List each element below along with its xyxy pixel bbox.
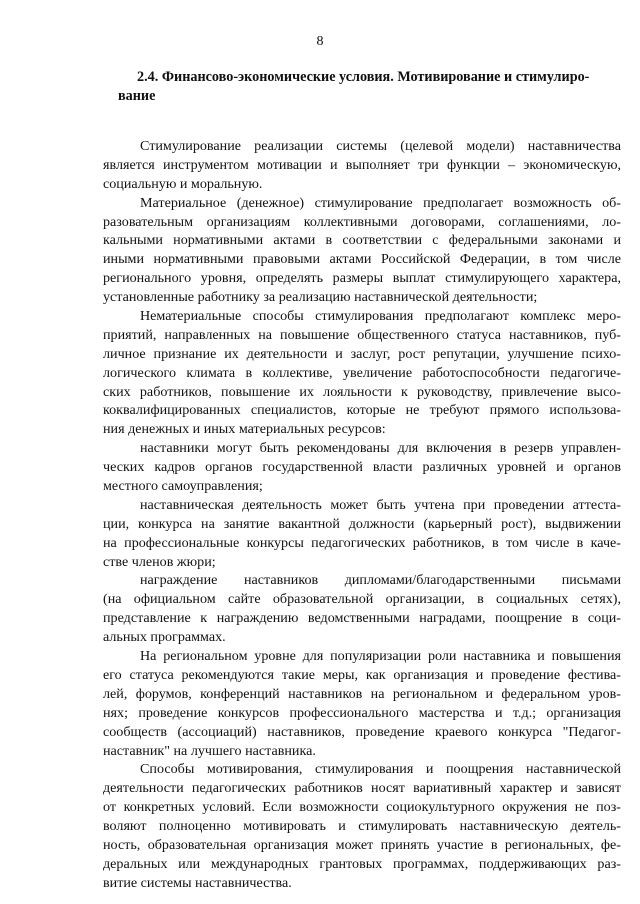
- text-line: логического климата в коллективе, увеличение работоспособности педагогиче-: [103, 364, 621, 381]
- text-line: Стимулирование реализации системы (целевой модели) наставничества: [140, 138, 621, 154]
- paragraph-stimulation-intro: [103, 137, 621, 194]
- text-line: деятельности педагогических работников носят вариативный характер и зависят: [103, 780, 621, 797]
- text-line: наставническая деятельность может быть учтена при проведении аттеста-: [140, 496, 621, 513]
- text-line: представление к награждению ведомственными наградами, поощрение в соци-: [103, 610, 621, 627]
- text-line: Способы мотивирования, стимулирования и поощрения наставнической: [140, 761, 621, 778]
- text-line: воляют полноценно мотивировать и стимулировать наставническую деятель-: [103, 818, 621, 835]
- text-line: награждение наставников дипломами/благодарственными письмами: [140, 572, 621, 589]
- document-body: [103, 137, 621, 893]
- text-line: на профессиональные конкурсы педагогических работников, в том числе в каче-: [103, 534, 621, 551]
- paragraph-regional-level: [103, 647, 621, 760]
- text-line: установленные работнику за реализацию наставнической деятельности;: [103, 289, 538, 306]
- text-line: ских работников, повышение их лояльности к руководству, привлечение высо-: [103, 383, 621, 400]
- text-line: от конкретных условий. Если возможности социокультурного окружения не поз-: [103, 799, 621, 816]
- text-line: альных программах.: [103, 629, 226, 646]
- text-line: Нематериальные способы стимулирования предполагают комплекс меро-: [140, 308, 621, 325]
- text-line: сообществ (ассоциаций) наставников, проведение краевого конкурса "Педагог-: [103, 723, 621, 740]
- text-line: наставник" на лучшего наставника.: [103, 742, 316, 759]
- text-line: личное признание их деятельности и заслуг, рост репутации, улучшение психо-: [103, 345, 621, 362]
- text-line: приятий, направленных на повышение общественного статуса наставников, пуб-: [103, 326, 621, 343]
- paragraph-awards: [103, 571, 621, 647]
- text-line: ции, конкурса на занятие вакантной должности (карьерный рост), выдвижении: [103, 515, 621, 532]
- paragraph-material-stimulation: [103, 194, 621, 307]
- text-line: наставники могут быть рекомендованы для включения в резерв управлен-: [140, 440, 621, 457]
- text-line: коквалифицированных специалистов, которые не требуют прямого использова-: [103, 402, 621, 419]
- paragraph-motivation-methods: [103, 760, 621, 892]
- text-line: ния денежных и иных материальных ресурсов:: [103, 421, 386, 438]
- text-line: разовательным организациям коллективными договорами, соглашениями, ло-: [103, 213, 621, 230]
- text-line: (на официальном сайте образовательной организации, в социальных сетях),: [103, 591, 621, 608]
- text-line: Материальное (денежное) стимулирование предполагает возможность об-: [140, 194, 621, 211]
- text-line: деральных или международных грантовых программах, поддерживающих раз-: [103, 855, 621, 872]
- text-line: является инструментом мотивации и выполняет три функции – экономическую,: [103, 156, 621, 173]
- heading-line: вание: [118, 88, 156, 104]
- text-line: ность, образовательная организация может принять участие в региональных, фе-: [103, 836, 621, 853]
- paragraph-management-reserve: [103, 439, 621, 496]
- text-line: местного самоуправления;: [103, 478, 263, 495]
- text-line: На региональном уровне для популяризации роли наставника и повышения: [140, 648, 621, 665]
- text-line: стве членов жюри;: [103, 553, 216, 570]
- heading-line: 2.4. Финансово-экономические условия. Мотивирование и стимулиро-: [137, 69, 590, 85]
- text-line: кальными нормативными актами в соответствии с федеральными законами и: [103, 232, 621, 249]
- text-line: нях; проведение конкурсов профессионального мастерства и т.д.; организация: [103, 704, 621, 721]
- text-line: регионального уровня, определять размеры выплат стимулирующего характера,: [103, 270, 621, 287]
- page-number: 8: [316, 34, 324, 49]
- text-line: иными нормативными правовыми актами Российской Федерации, в том числе: [103, 251, 621, 268]
- text-line: лей, форумов, конференций наставников на региональном и федеральном уров-: [103, 685, 621, 702]
- text-line: его статуса рекомендуются такие меры, как организация и проведение фестива-: [103, 666, 621, 683]
- text-line: социальную и моральную.: [103, 175, 263, 192]
- text-line: ческих кадров органов государственной власти различных уровней и органов: [103, 459, 621, 476]
- text-line: витие системы наставничества.: [103, 874, 292, 891]
- section-heading: [118, 68, 638, 106]
- paragraph-non-material-stimulation: [103, 307, 621, 439]
- paragraph-attestation: [103, 496, 621, 572]
